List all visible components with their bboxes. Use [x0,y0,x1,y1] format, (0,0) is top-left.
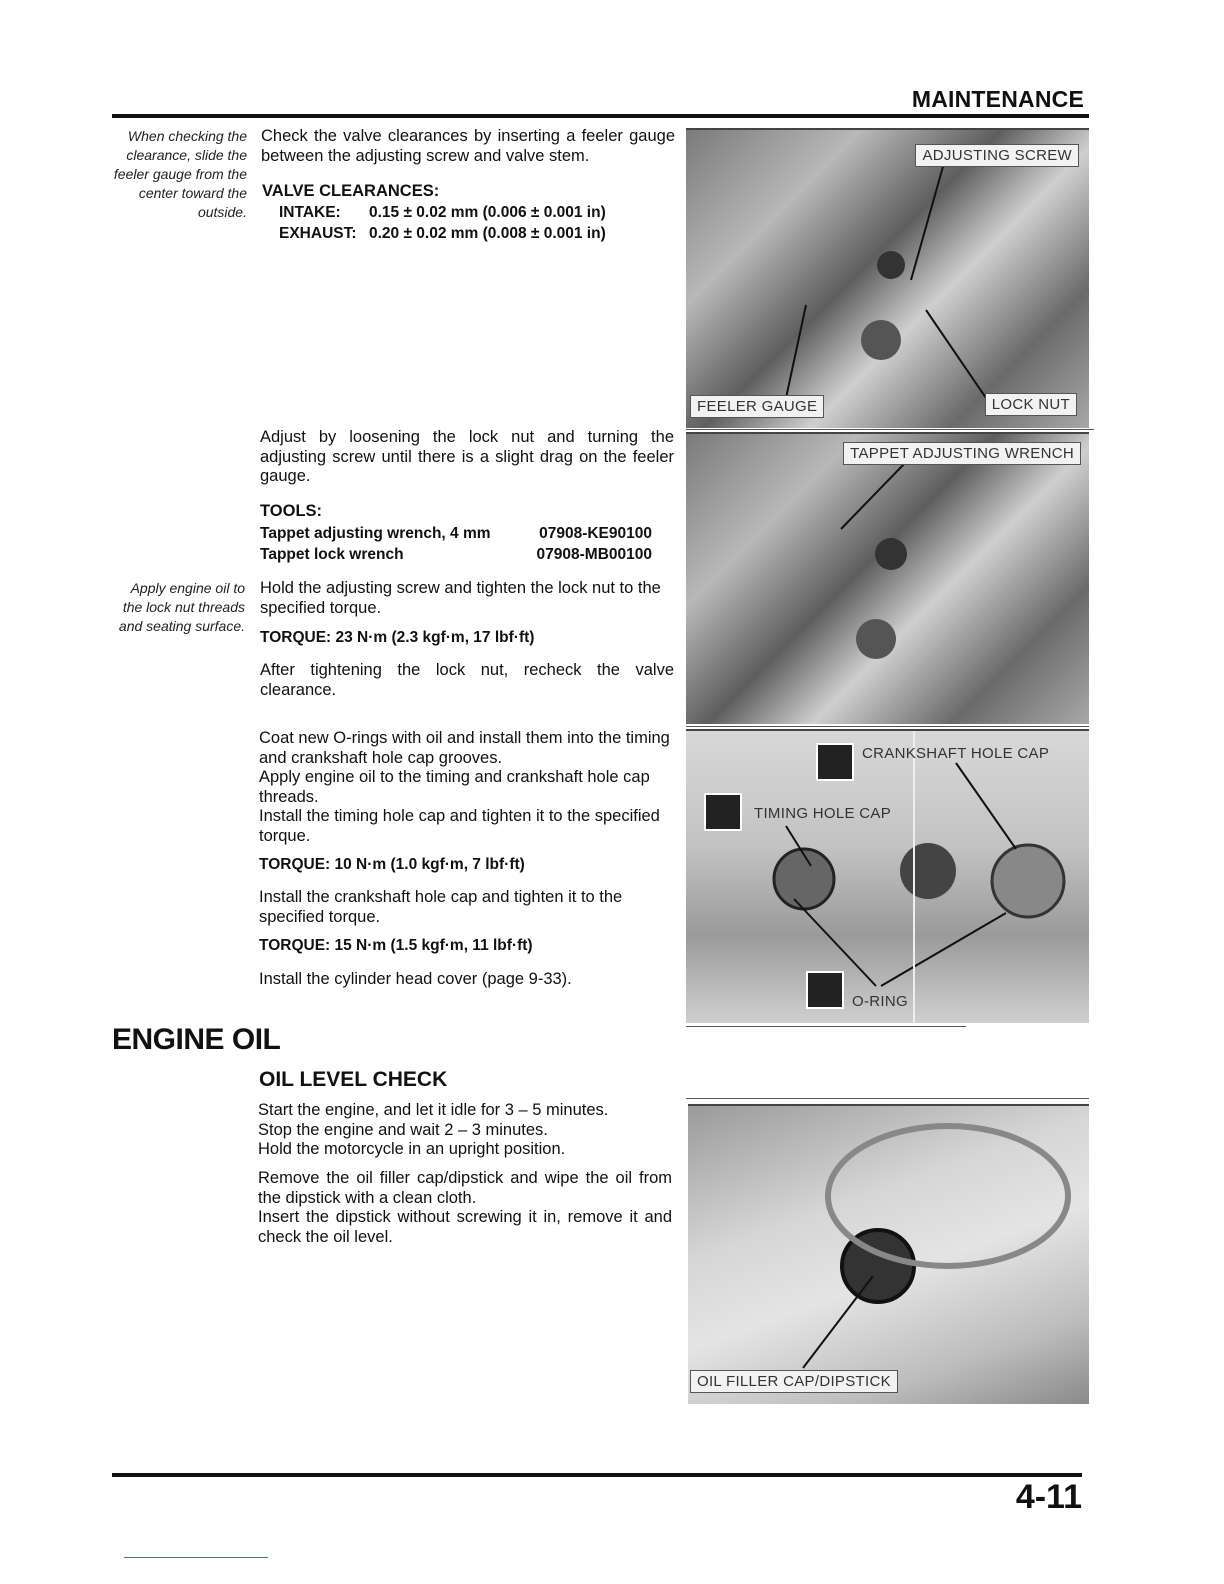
valve-check-text: Check the valve clearances by inserting a feeler gauge between the adjusting screw and valve stem. [261,127,675,165]
intake-label: INTAKE: [279,204,341,221]
oil-text-5: Insert the dipstick without screwing it in, remove it and check the oil level. [258,1208,672,1246]
label-feeler-gauge: FEELER GAUGE [690,395,824,418]
tools-title: TOOLS: [260,502,323,520]
photo-valve-adjustment [686,128,1089,428]
oil-text-3: Hold the motorcycle in an upright position. [258,1140,566,1158]
tool-number: 07908-MB00100 [536,546,652,563]
section-title-engine-oil: ENGINE OIL [112,1023,281,1056]
photo4-leader-lines [688,1106,1089,1404]
photo-tappet-wrench [686,432,1089,724]
label-tappet-wrench: TAPPET ADJUSTING WRENCH [843,442,1081,465]
bookmark-line [124,1557,268,1558]
oil-text-4: Remove the oil filler cap/dipstick and wipe the oil from the dipstick with a clean cloth. [258,1169,672,1207]
photo-hole-caps [686,729,1089,1023]
caps-text-1: Coat new O-rings with oil and install them into the timing and crankshaft hole cap grooves. [259,729,670,767]
caps-text-2: Apply engine oil to the timing and crankshaft hole cap threads. [259,768,650,806]
oil-check-steps-2 [258,1169,672,1247]
label-o-ring: O-RING [852,993,908,1010]
head-cover-text: Install the cylinder head cover (page 9-33). [259,970,572,988]
intake-value: 0.15 ± 0.02 mm (0.006 ± 0.001 in) [369,204,606,221]
adjust-text: Adjust by loosening the lock nut and turning the adjusting screw until there is a slight drag on the feeler gauge. [260,428,674,485]
photo1-leader-lines [686,130,1089,428]
exhaust-label: EXHAUST: [279,225,357,242]
photo-divider-2 [686,726,1089,727]
tool-row [260,544,652,565]
tools-list [260,523,652,565]
side-note-engine-oil: Apply engine oil to the lock nut threads and seating surface. [118,580,245,634]
oil-check-steps-1 [258,1101,678,1160]
photo2-leader-lines [686,434,1089,724]
exhaust-value: 0.20 ± 0.02 mm (0.008 ± 0.001 in) [369,225,606,242]
page-number: 4-11 [1015,1478,1082,1516]
subtitle-oil-level-check: OIL LEVEL CHECK [259,1068,448,1091]
page-section-title: MAINTENANCE [911,86,1084,112]
photo-divider-4 [686,1098,1089,1099]
label-crankshaft-hole-cap: CRANKSHAFT HOLE CAP [862,745,1050,762]
oil-text-2: Stop the engine and wait 2 – 3 minutes. [258,1120,548,1139]
label-timing-hole-cap: TIMING HOLE CAP [754,805,892,822]
label-lock-nut: LOCK NUT [985,393,1077,416]
torque-crankshaft-cap: TORQUE: 15 N·m (1.5 kgf·m, 11 lbf·ft) [259,937,533,954]
torque-timing-cap: TORQUE: 10 N·m (1.0 kgf·m, 7 lbf·ft) [259,856,525,873]
photo-oil-dipstick [688,1104,1089,1404]
label-oil-filler-cap: OIL FILLER CAP/DIPSTICK [690,1370,898,1393]
tool-row [260,523,652,544]
oil-can-icon [816,743,854,781]
tool-name: Tappet adjusting wrench, 4 mm [260,525,491,542]
crankshaft-cap-text: Install the crankshaft hole cap and tighten it to the specified torque. [259,888,623,926]
tighten-text: Hold the adjusting screw and tighten the lock nut to the specified torque. [260,579,661,617]
footer-rule [112,1473,1082,1477]
label-adjusting-screw: ADJUSTING SCREW [915,144,1079,167]
tool-name: Tappet lock wrench [260,546,404,563]
caps-text-3: Install the timing hole cap and tighten it to the specified torque. [259,807,660,845]
photo3-leader-lines [686,731,1089,1023]
side-note-feeler-gauge: When checking the clearance, slide the feeler gauge from the center toward the outside. [113,128,247,220]
oil-can-icon [704,793,742,831]
torque-lock-nut: TORQUE: 23 N·m (2.3 kgf·m, 17 lbf·ft) [260,629,535,646]
valve-clearances-spec [279,202,606,244]
photo-divider-1 [686,429,1094,430]
caps-instructions [259,729,675,846]
oil-text-1: Start the engine, and let it idle for 3 – 5 minutes. [258,1101,609,1119]
photo-divider-3 [686,1026,966,1027]
header-rule [112,114,1089,118]
valve-clearances-title: VALVE CLEARANCES: [262,182,440,200]
recheck-text: After tightening the lock nut, recheck the valve clearance. [260,661,674,699]
tool-number: 07908-KE90100 [539,525,652,542]
grease-icon [806,971,844,1009]
